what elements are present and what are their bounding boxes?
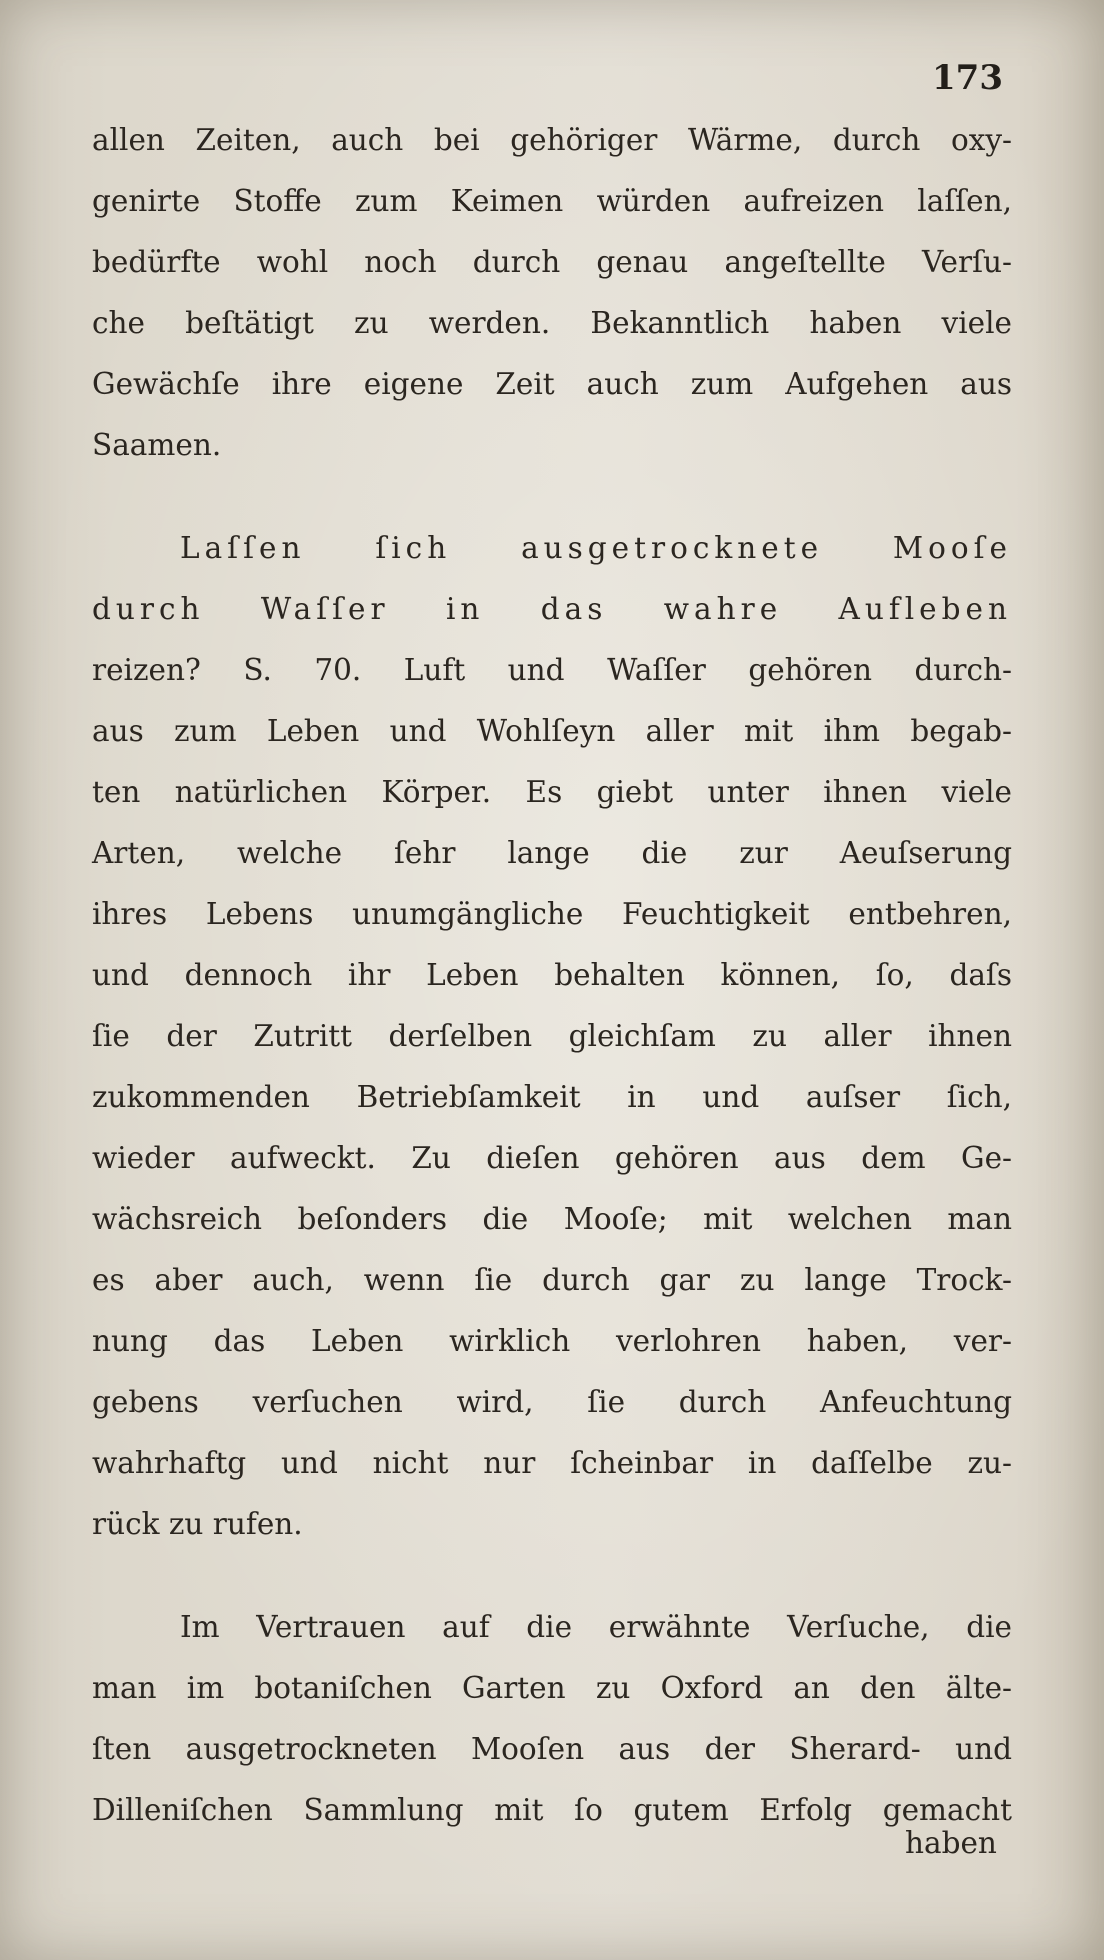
text-line: ten natürlichen Körper. Es giebt unter ihnen viele [92,775,1012,809]
text-line: ſie der Zutritt derſelben gleichſam zu aller ihnen [92,1019,1012,1053]
text-line: Saamen. [92,428,222,462]
paragraph-2 [92,518,1012,1555]
text-line: wahrhaftg und nicht nur ſcheinbar in daſſelbe zu- [92,1446,1012,1480]
text-line: genirte Stoffe zum Keimen würden aufreizen laſſen, [92,184,1012,218]
section-heading-line: durch Waſſer in das wahre Aufleben [92,592,1012,626]
text-line: nung das Leben wirklich verlohren haben, ver- [92,1324,1012,1358]
text-line: allen Zeiten, auch bei gehöriger Wärme, durch oxy- [92,123,1012,157]
text-line: wächsreich beſonders die Mooſe; mit welchen man [92,1202,1012,1236]
text-line: Dilleniſchen Sammlung mit ſo gutem Erfolg gemacht [92,1793,1012,1827]
paragraph-gap [92,1555,1012,1597]
text-line: gebens verſuchen wird, ſie durch Anfeuchtung [92,1385,1012,1419]
catchword: haben [905,1826,997,1860]
section-heading-line: Laſſen ſich ausgetrocknete Mooſe [180,531,1012,565]
text-line: wieder aufweckt. Zu dieſen gehören aus dem Ge- [92,1141,1012,1175]
text-line: zukommenden Betriebſamkeit in und auſser ſich, [92,1080,1012,1114]
text-line: Im Vertrauen auf die erwähnte Verſuche, die [180,1610,1012,1644]
text-line: ſten ausgetrockneten Mooſen aus der Sherard- und [92,1732,1012,1766]
body-text [92,110,1012,1841]
text-line: es aber auch, wenn ſie durch gar zu lange Trock- [92,1263,1012,1297]
text-line: che beſtätigt zu werden. Bekanntlich haben viele [92,306,1012,340]
paragraph-gap [92,476,1012,518]
paragraph-3 [92,1597,1012,1841]
text-line: bedürfte wohl noch durch genau angeſtellte Verſu- [92,245,1012,279]
text-line: und dennoch ihr Leben behalten können, ſo, daſs [92,958,1012,992]
text-line: rück zu rufen. [92,1507,303,1541]
text-line: reizen? S. 70. Luft und Waſſer gehören durch- [92,653,1012,687]
text-line: Arten, welche ſehr lange die zur Aeuſserung [92,836,1012,870]
page-number: 173 [932,58,1003,98]
paragraph-1 [92,110,1012,476]
text-line: ihres Lebens unumgängliche Feuchtigkeit entbehren, [92,897,1012,931]
text-line: aus zum Leben und Wohlſeyn aller mit ihm begab- [92,714,1012,748]
text-line: Gewächſe ihre eigene Zeit auch zum Aufgehen aus [92,367,1012,401]
text-line: man im botaniſchen Garten zu Oxford an den älte- [92,1671,1012,1705]
